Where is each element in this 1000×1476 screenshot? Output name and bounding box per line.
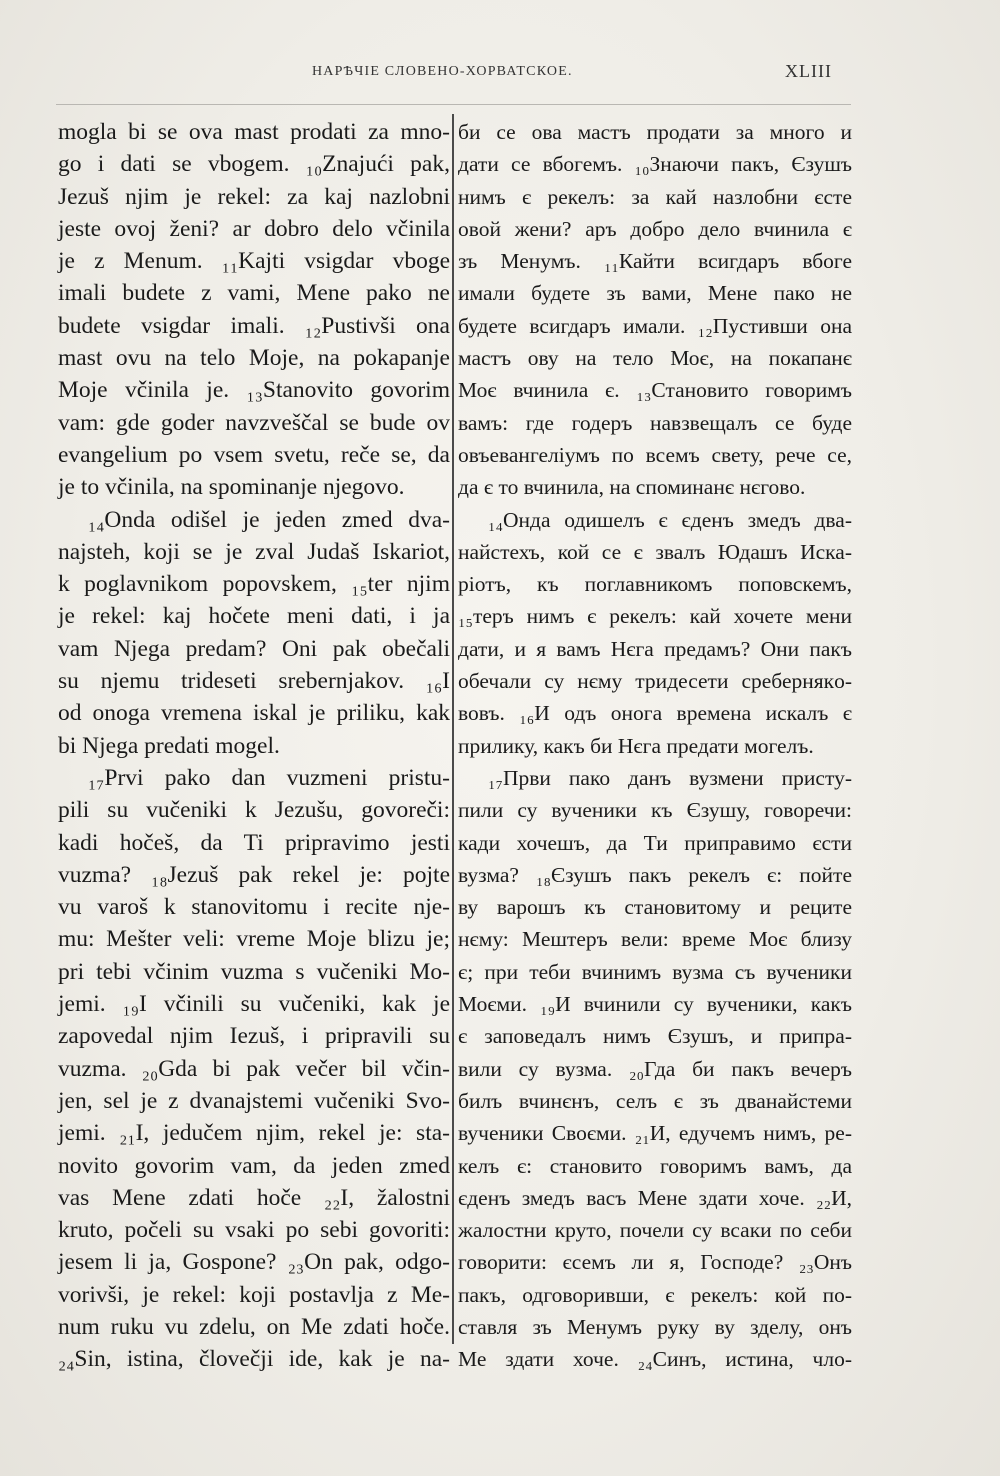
text-line: imali budete z vami, Mene pako ne (58, 280, 450, 307)
text-line: vam: gde goder navzveščal se bude ov (58, 409, 450, 436)
text-line: говорити: єсемъ ли я, Господе? ₂₃Онъ (458, 1250, 852, 1275)
text-line: нєму: Мештеръ вели: време Моє близу (458, 927, 852, 952)
text-line: kadi hočeš, da Ti pripravimo jesti (58, 829, 450, 856)
text-line: kruto, počeli su vsaki po sebi govoriti: (58, 1217, 450, 1244)
text-line: Jezuš njim je rekel: za kaj nazlobni (58, 183, 450, 210)
text-line: vam Njega predam? Oni pak obečali (58, 635, 450, 662)
text-line: имали будете зъ вами, Мене пако не (458, 281, 852, 306)
text-line: mu: Mešter veli: vreme Moje blizu je; (58, 926, 450, 953)
text-line: будете всигдаръ имали. ₁₂Пустивши она (458, 313, 852, 338)
text-line: ву варошъ къ становитому и реците (458, 895, 852, 920)
cyrillic-text-column (458, 116, 852, 1376)
text-line: є заповедалъ нимъ Єзушъ, и припра- (458, 1024, 852, 1049)
text-line: vu varoš k stanovitomu i recite nje- (58, 894, 450, 921)
text-line: jemi. ₁₉I včinili su vučeniki, kak je (58, 991, 450, 1018)
text-line: Моє вчинила є. ₁₃Становито говоримъ (458, 378, 852, 403)
text-line: vorivši, je rekel: koji postavlja z Me- (58, 1281, 450, 1308)
text-line: jeste ovoj ženi? ar dobro delo včinila (58, 215, 450, 242)
text-line: мастъ ову на тело Моє, на покапанє (458, 346, 852, 371)
running-header-title: НАРѢЧІЕ СЛОВЕНО-ХОРВАТСКОЕ. (312, 64, 573, 79)
text-line: вовъ. ₁₆И одъ онога времена искалъ є (458, 701, 852, 726)
text-line: билъ вчинєнъ, селъ є зъ дванайстеми (458, 1088, 852, 1113)
text-line: є; при теби вчинимъ вузма съ вученики (458, 959, 852, 984)
text-line: ₁₇Prvi pako dan vuzmeni pristu- (88, 764, 450, 791)
text-line: овъевангеліумъ по всемъ свету, рече се, (458, 442, 852, 467)
text-line: vas Mene zdati hoče ₂₂I, žalostni (58, 1184, 450, 1211)
text-line: би се ова мастъ продати за много и (458, 120, 852, 144)
text-line: vuzma. ₂₀Gda bi pak večer bil včin- (58, 1055, 450, 1082)
text-line: ставля зъ Менумъ руку ву зделу, онъ (458, 1314, 852, 1339)
text-line: вамъ: где годеръ навзвещалъ се буде (458, 410, 852, 435)
text-line: najsteh, koji se je zval Judaš Iskariot, (58, 538, 450, 565)
text-line: ріотъ, къ поглавникомъ поповскемъ, (458, 572, 852, 597)
text-line: go i dati se vbogem. ₁₀Znajući pak, (58, 151, 450, 178)
text-line: ₁₅теръ нимъ є рекелъ: кай хочете мени (458, 604, 852, 629)
text-line: Moje včinila je. ₁₃Stanovito govorim (58, 377, 450, 404)
text-line: дати, и я вамъ Нєга предамъ? Они пакъ (458, 636, 852, 661)
text-line: jen, sel je z dvanajstemi vučeniki Svo- (58, 1087, 450, 1114)
text-line: je to včinila, na spominanje njegovo. (58, 474, 405, 501)
text-line: je z Menum. ₁₁Kajti vsigdar vboge (58, 248, 450, 275)
text-line: jemi. ₂₁I, jedučem njim, rekel je: sta- (58, 1120, 450, 1147)
text-line: ₂₄Sin, istina, človečji ide, kak je na- (58, 1346, 450, 1373)
text-line: нимъ є рекелъ: за кай назлобни єсте (458, 184, 852, 209)
text-line: zapovedal njim Iezuš, i pripravili su (58, 1023, 450, 1050)
text-line: кади хочешъ, да Ти приправимо єсти (458, 830, 852, 855)
text-line: найстехъ, кой се є звалъ Юдашъ Иска- (458, 539, 852, 564)
text-line: mast ovu na telo Moje, na pokapanje (58, 345, 450, 372)
text-line: pili su vučeniki k Jezušu, govoreči: (58, 797, 450, 824)
text-line: дати се вбогемъ. ₁₀Знаючи пакъ, Єзушъ (458, 152, 852, 177)
text-line: келъ є: становито говоримъ вамъ, да (458, 1153, 852, 1178)
column-divider (452, 114, 454, 1344)
text-line: зъ Менумъ. ₁₁Кайти всигдаръ вбоге (458, 249, 852, 274)
text-line: ₁₄Онда одишелъ є єденъ змедъ два- (488, 507, 852, 532)
header-rule (56, 104, 851, 105)
text-line: num ruku vu zdelu, on Me zdati hoče. (58, 1313, 450, 1340)
text-line: k poglavnikom popovskem, ₁₅ter njim (58, 571, 450, 598)
text-line: ₁₄Onda odišel je jeden zmed dva- (88, 506, 450, 533)
text-line: novito govorim vam, da jeden zmed (58, 1152, 450, 1179)
latin-text-column (58, 116, 450, 1376)
text-line: овой жени? аръ добро дело вчинила є (458, 216, 852, 241)
text-line: жалостни круто, почели су всаки по себи (458, 1218, 852, 1243)
text-line: єденъ змедъ васъ Мене здати хоче. ₂₂И, (458, 1185, 852, 1210)
text-line: Ме здати хоче. ₂₄Синъ, истина, чло- (458, 1347, 852, 1372)
text-line: bi Njega predati mogel. (58, 732, 280, 759)
text-line: да є то вчинила, на споминанє нєгово. (458, 475, 806, 500)
text-line: ₁₇Први пако данъ вузмени присту- (488, 765, 852, 790)
text-line: jesem li ja, Gospone? ₂₃On pak, odgo- (58, 1249, 450, 1276)
text-line: обечали су нєму тридесети сребернякo- (458, 669, 852, 694)
text-line: evangelium po vsem svetu, reče se, da (58, 441, 450, 468)
text-line: mogla bi se ova mast prodati za mno- (58, 119, 450, 145)
text-line: вученики Своєми. ₂₁И, едучемъ нимъ, ре- (458, 1121, 852, 1146)
text-line: su njemu trideseti srebernjakov. ₁₆I (58, 668, 450, 695)
page-number: XLIII (785, 61, 832, 81)
text-line: vuzma? ₁₈Jezuš pak rekel je: pojte (58, 861, 450, 888)
text-line: budete vsigdar imali. ₁₂Pustivši ona (58, 312, 450, 339)
text-line: pri tebi včinim vuzma s vučeniki Mo- (58, 958, 450, 985)
text-line: вили су вузма. ₂₀Гда би пакъ вечеръ (458, 1056, 852, 1081)
text-line: je rekel: kaj hočete meni dati, i ja (58, 603, 450, 630)
text-line: Моєми. ₁₉И вчинили су вученики, какъ (458, 992, 852, 1017)
text-line: прилику, какъ би Нєга предати могелъ. (458, 733, 814, 758)
text-line: вузма? ₁₈Єзушъ пакъ рекелъ є: пойте (458, 862, 852, 887)
text-line: пили су вученики къ Єзушу, говоречи: (458, 798, 852, 823)
text-line: пакъ, одговоривши, є рекелъ: кой по- (458, 1282, 852, 1307)
text-line: od onoga vremena iskal je priliku, kak (58, 700, 450, 727)
